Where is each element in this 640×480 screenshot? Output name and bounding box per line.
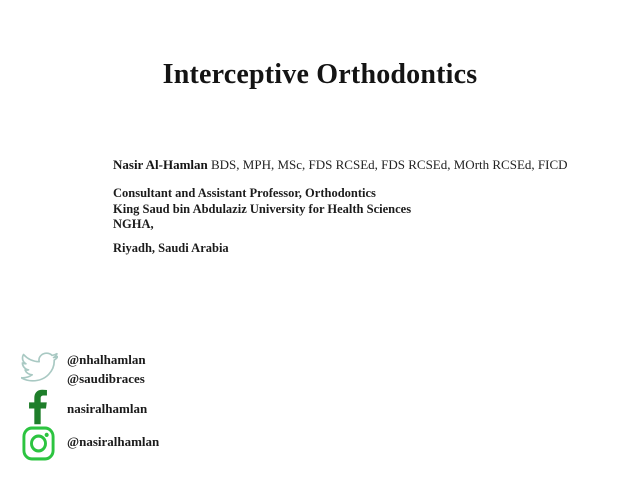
author-line: [113, 157, 568, 173]
affiliation-block: [113, 186, 411, 233]
affiliation-line: King Saud bin Abdulaziz University for Health Sciences: [113, 201, 412, 216]
affiliation-line: Consultant and Assistant Professor, Orthodontics: [113, 186, 376, 200]
author-credentials: BDS, MPH, MSc, FDS RCSEd, FDS RCSEd, MOrth RCSEd, FICD: [211, 157, 568, 172]
facebook-handle: nasiralhamlan: [67, 401, 148, 416]
twitter-handle-1: @nhalhamlan: [67, 352, 146, 367]
author-name: Nasir Al-Hamlan: [113, 157, 208, 172]
instagram-camera-icon: [21, 425, 56, 467]
twitter-handles: [67, 350, 146, 388]
instagram-handle: @nasiralhamlan: [67, 434, 160, 449]
location-line: Riyadh, Saudi Arabia: [113, 241, 229, 255]
slide-title: Interceptive Orthodontics: [162, 59, 478, 90]
twitter-handle-2: @saudibraces: [67, 371, 145, 386]
affiliation-line: NGHA,: [113, 217, 154, 231]
